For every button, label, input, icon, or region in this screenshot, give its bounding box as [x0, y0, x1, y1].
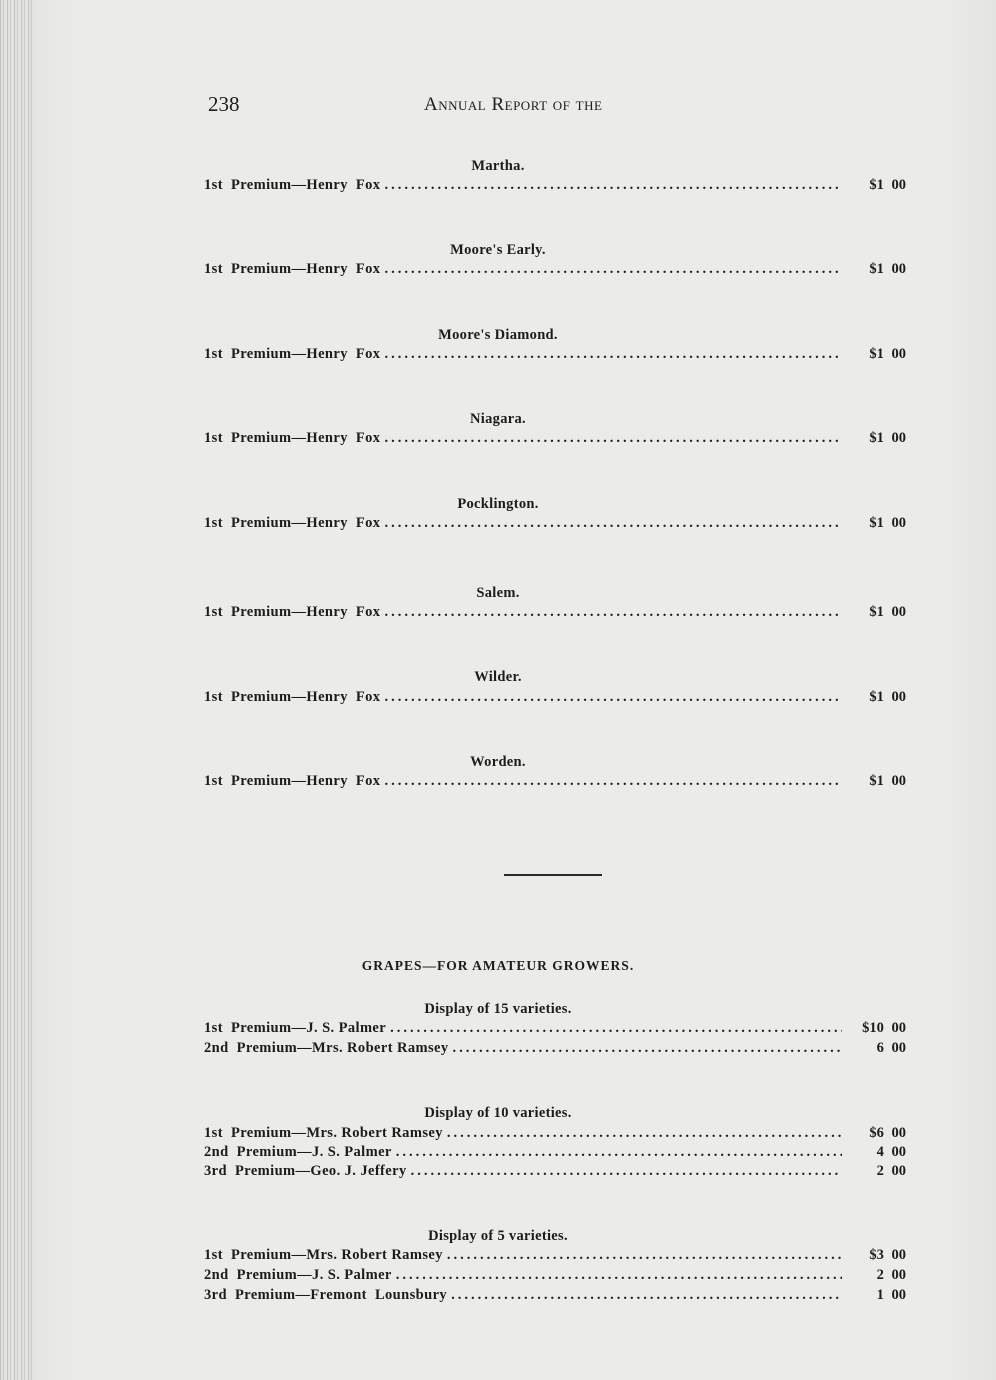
variety-heading: Martha.	[471, 158, 525, 174]
dot-leader	[384, 177, 842, 194]
premium-row	[204, 1267, 906, 1285]
display-heading: Display of 10 varieties.	[424, 1105, 572, 1121]
premium-amount: $1 00	[869, 261, 906, 277]
premium-entry: 1st Premium—Henry Fox	[204, 177, 381, 193]
premium-amount: $10 00	[862, 1020, 906, 1036]
variety-heading: Pocklington.	[457, 496, 539, 512]
premium-row	[204, 177, 906, 195]
premium-amount: $1 00	[869, 177, 906, 193]
premium-row	[204, 1040, 906, 1058]
premium-row	[204, 1287, 906, 1305]
premium-entry: 1st Premium—Henry Fox	[204, 261, 381, 277]
premium-row	[204, 430, 906, 448]
dot-leader	[396, 1267, 842, 1284]
variety-heading: Wilder.	[474, 669, 522, 685]
premium-row	[204, 1247, 906, 1265]
premium-entry: 3rd Premium—Fremont Lounsbury	[204, 1287, 448, 1303]
display-heading: Display of 5 varieties.	[428, 1228, 568, 1244]
premium-amount: $1 00	[869, 773, 906, 789]
premium-amount: $1 00	[869, 430, 906, 446]
display-heading: Display of 15 varieties.	[424, 1001, 572, 1017]
premium-amount: $1 00	[869, 515, 906, 531]
dot-leader	[384, 604, 842, 621]
premium-entry: 3rd Premium—Geo. J. Jeffery	[204, 1163, 407, 1179]
premium-row	[204, 1020, 906, 1038]
premium-row	[204, 261, 906, 279]
premium-row	[204, 515, 906, 533]
variety-heading: Niagara.	[470, 411, 526, 427]
premium-amount: $1 00	[869, 689, 906, 705]
premium-amount: $1 00	[869, 346, 906, 362]
premium-row	[204, 346, 906, 364]
premium-entry: 1st Premium—J. S. Palmer	[204, 1020, 387, 1036]
book-spine-edge	[0, 0, 34, 1380]
dot-leader	[384, 346, 842, 363]
premium-entry: 2nd Premium—J. S. Palmer	[204, 1144, 392, 1160]
section-divider	[504, 874, 602, 876]
premium-entry: 1st Premium—Henry Fox	[204, 515, 381, 531]
premium-amount: 2 00	[876, 1163, 906, 1179]
premium-entry: 1st Premium—Henry Fox	[204, 346, 381, 362]
premium-amount: 6 00	[876, 1040, 906, 1056]
premium-entry: 1st Premium—Henry Fox	[204, 689, 381, 705]
premium-entry: 1st Premium—Henry Fox	[204, 430, 381, 446]
running-title: Annual Report of the	[424, 94, 603, 115]
dot-leader	[384, 773, 842, 790]
variety-heading: Worden.	[470, 754, 526, 770]
dot-leader	[384, 261, 842, 278]
premium-entry: 2nd Premium—J. S. Palmer	[204, 1267, 392, 1283]
premium-amount: $3 00	[869, 1247, 906, 1263]
premium-amount: 2 00	[876, 1267, 906, 1283]
dot-leader	[396, 1144, 842, 1161]
variety-heading: Moore's Diamond.	[438, 327, 558, 343]
dot-leader	[453, 1040, 843, 1057]
premium-entry: 1st Premium—Henry Fox	[204, 604, 381, 620]
premium-row	[204, 1144, 906, 1162]
premium-amount: $1 00	[869, 604, 906, 620]
page-header	[0, 92, 996, 122]
variety-heading: Salem.	[476, 585, 520, 601]
premium-row	[204, 1163, 906, 1181]
dot-leader	[384, 430, 842, 447]
amateur-section-title: GRAPES—FOR AMATEUR GROWERS.	[361, 958, 635, 973]
premium-entry: 1st Premium—Mrs. Robert Ramsey	[204, 1125, 443, 1141]
premium-entry: 1st Premium—Henry Fox	[204, 773, 381, 789]
dot-leader	[390, 1020, 842, 1037]
premium-row	[204, 1125, 906, 1143]
premium-amount: $6 00	[869, 1125, 906, 1141]
premium-entry: 1st Premium—Mrs. Robert Ramsey	[204, 1247, 443, 1263]
dot-leader	[451, 1287, 842, 1304]
page-number: 238	[208, 92, 240, 116]
premium-row	[204, 689, 906, 707]
dot-leader	[447, 1125, 842, 1142]
premium-row	[204, 773, 906, 791]
premium-entry: 2nd Premium—Mrs. Robert Ramsey	[204, 1040, 449, 1056]
dot-leader	[411, 1163, 842, 1180]
dot-leader	[447, 1247, 842, 1264]
dot-leader	[384, 689, 842, 706]
premium-amount: 4 00	[876, 1144, 906, 1160]
premium-row	[204, 604, 906, 622]
premium-amount: 1 00	[876, 1287, 906, 1303]
variety-heading: Moore's Early.	[450, 242, 546, 258]
dot-leader	[384, 515, 842, 532]
